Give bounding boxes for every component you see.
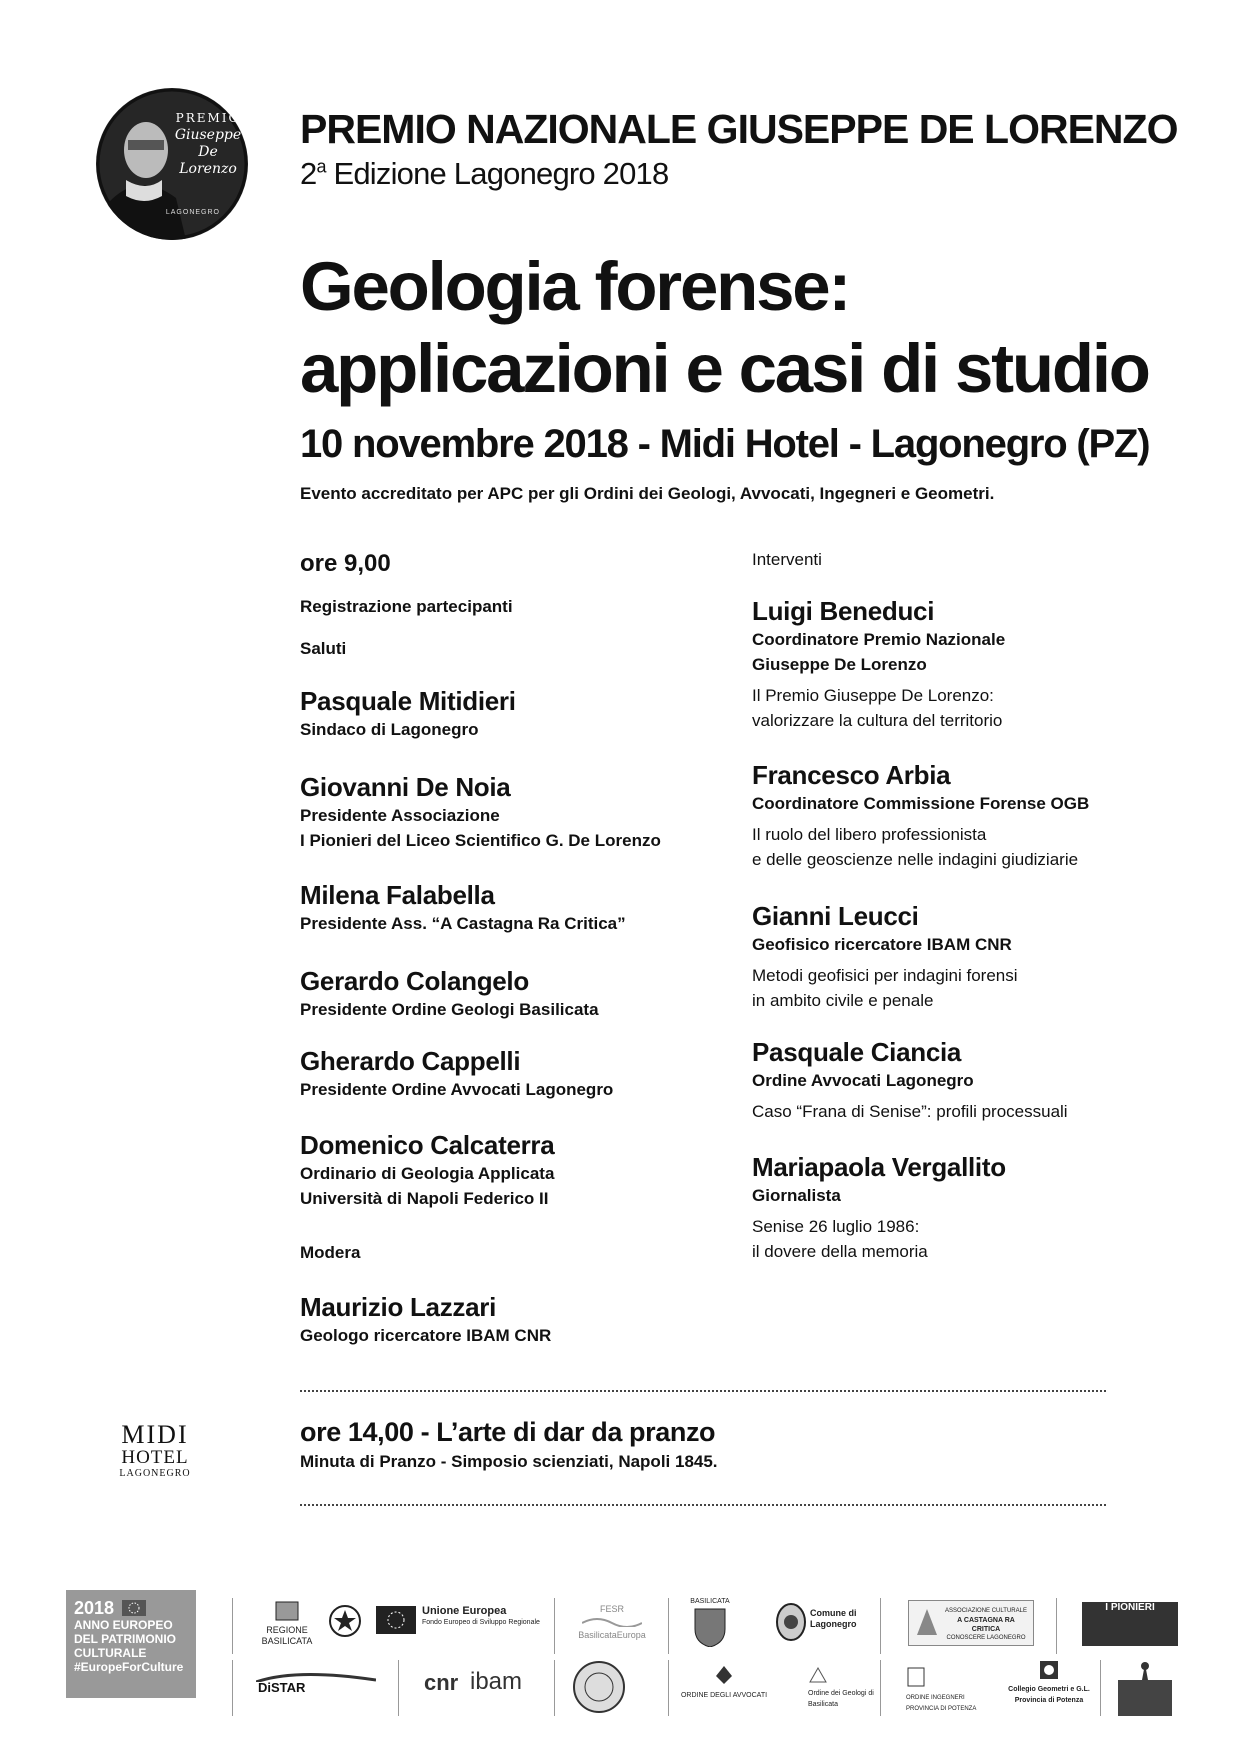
speaker-name: Giovanni De Noia	[300, 772, 511, 802]
basilicata-label: BASILICATA	[690, 1598, 730, 1605]
talk-title: Il ruolo del libero professionista	[752, 825, 987, 844]
midi-hotel-logo	[100, 1422, 210, 1479]
heron-icon	[1118, 1660, 1172, 1716]
talk-block	[752, 596, 1005, 733]
talk-title: valorizzare la cultura del territorio	[752, 711, 1003, 730]
speaker-role: Università di Napoli Federico II	[300, 1189, 549, 1208]
ordine-avvocati-logo	[674, 1664, 774, 1701]
logo-separator	[880, 1660, 881, 1716]
event-date-location: 10 novembre 2018 - Midi Hotel - Lagonegro (PZ)	[300, 422, 1150, 466]
talk-speaker-role: Giuseppe De Lorenzo	[752, 655, 927, 674]
italian-republic-emblem-icon	[328, 1604, 362, 1638]
talk-speaker-role: Giornalista	[752, 1186, 841, 1205]
cnr-logo: cnr	[424, 1670, 459, 1695]
speaker-block	[300, 1130, 554, 1211]
eu-flag-icon	[376, 1606, 416, 1634]
talk-speaker-name: Pasquale Ciancia	[752, 1037, 962, 1067]
talk-title: e delle geoscienze nelle indagini giudiziarie	[752, 850, 1079, 869]
speaker-role: Presidente Ordine Geologi Basilicata	[300, 1000, 599, 1019]
castagna-ra-critica-logo	[908, 1600, 1034, 1646]
speaker-name: Gerardo Colangelo	[300, 966, 529, 996]
university-seal-icon	[572, 1660, 626, 1714]
talk-speaker-name: Luigi Beneduci	[752, 596, 935, 626]
talk-speaker-role: Geofisico ricercatore IBAM CNR	[752, 935, 1012, 954]
talk-speaker-role: Ordine Avvocati Lagonegro	[752, 1071, 974, 1090]
speaker-block	[300, 1046, 613, 1102]
ingegneri-crest-icon	[906, 1666, 926, 1688]
speaker-role: Presidente Ass. “A Castagna Ra Critica”	[300, 914, 626, 933]
logo-separator	[668, 1598, 669, 1654]
dotted-divider	[300, 1504, 1106, 1506]
talk-block	[752, 901, 1018, 1013]
lunch-title: ore 14,00 - L’arte di dar da pranzo	[300, 1417, 716, 1447]
speaker-block	[300, 966, 599, 1022]
talk-title: Senise 26 luglio 1986:	[752, 1217, 920, 1236]
logo-separator	[232, 1660, 233, 1716]
moderator-role: Geologo ricercatore IBAM CNR	[300, 1326, 552, 1345]
ey-line: DEL PATRIMONIO	[74, 1632, 176, 1646]
logo-separator	[1100, 1660, 1101, 1716]
dotted-divider	[300, 1390, 1106, 1392]
ey-line: ANNO EUROPEO	[74, 1618, 173, 1632]
collegio-label: Collegio Geometri e G.L. Provincia di Potenza	[1008, 1686, 1090, 1704]
talk-speaker-name: Mariapaola Vergallito	[752, 1152, 1006, 1182]
basilicata-crest-logo	[688, 1596, 732, 1650]
shield-icon	[693, 1607, 727, 1647]
talk-title: Caso “Frana di Senise”: profili processuali	[752, 1102, 1068, 1121]
speaker-block	[300, 686, 516, 742]
seal-premio: PREMIO	[175, 111, 241, 125]
seal-lagonegro: LAGONEGRO	[165, 209, 220, 216]
midi-hotel-logo-line2: HOTEL	[121, 1447, 189, 1468]
talk-block	[752, 1152, 1006, 1264]
speaker-block	[300, 772, 661, 853]
ey-line: #EuropeForCulture	[74, 1660, 184, 1674]
eagle-icon	[714, 1664, 734, 1686]
tree-icon	[915, 1607, 939, 1639]
premio-title: PREMIO NAZIONALE GIUSEPPE DE LORENZO	[300, 106, 1178, 152]
event-title	[300, 246, 1200, 410]
geology-icon	[808, 1664, 828, 1684]
edition-line	[300, 156, 668, 192]
eu-flag-icon	[122, 1600, 146, 1616]
distar-label: DiSTAR	[258, 1680, 306, 1695]
comune-crest-icon	[774, 1602, 808, 1642]
regione-basilicata-logo	[254, 1600, 320, 1647]
speaker-role: Presidente Ordine Avvocati Lagonegro	[300, 1080, 614, 1099]
european-year-logo	[66, 1590, 196, 1698]
speaker-role: I Pionieri del Liceo Scientifico G. De Lorenzo	[300, 831, 661, 850]
premio-logo-seal	[96, 88, 248, 240]
morning-time: ore 9,00	[300, 550, 391, 577]
ibam-logo: ibam	[470, 1668, 523, 1695]
pionieri-logo	[1082, 1602, 1178, 1646]
castagna-line: CONOSCERE LAGONEGRO	[946, 1635, 1026, 1641]
logo-separator	[554, 1660, 555, 1716]
lunch-subtitle: Minuta di Pranzo - Simposio scienziati, Napoli 1845.	[300, 1452, 718, 1471]
ue-subtitle: Fondo Europeo di Sviluppo Regionale	[422, 1619, 540, 1626]
moderator-name: Maurizio Lazzari	[300, 1292, 497, 1322]
collegio-geometri-logo	[1004, 1660, 1094, 1706]
wave-icon	[582, 1615, 642, 1627]
fesr-basilicata-logo	[576, 1604, 648, 1641]
speaker-role: Ordinario di Geologia Applicata	[300, 1164, 555, 1183]
ordine-geologi-logo	[808, 1664, 888, 1710]
talks-label: Interventi	[752, 550, 822, 569]
accreditation-note: Evento accreditato per APC per gli Ordini dei Geologi, Avvocati, Ingegneri e Geometri.	[300, 484, 995, 503]
moderator-block	[300, 1292, 551, 1348]
logo-separator	[880, 1598, 881, 1654]
registration-label: Registrazione partecipanti	[300, 597, 513, 616]
logo-separator	[1056, 1598, 1057, 1654]
speaker-name: Milena Falabella	[300, 880, 495, 910]
talk-block	[752, 760, 1089, 872]
ordine-ingegneri-logo	[906, 1666, 996, 1715]
talk-speaker-role: Coordinatore Premio Nazionale	[752, 630, 1006, 649]
ue-title: Unione Europea	[422, 1605, 507, 1617]
talk-block	[752, 1037, 1068, 1124]
speaker-role: Sindaco di Lagonegro	[300, 720, 479, 739]
ey-year: 2018	[74, 1598, 115, 1618]
seal-giuseppe: Giuseppe	[174, 127, 242, 143]
greetings-label: Saluti	[300, 639, 347, 658]
talk-title: il dovere della memoria	[752, 1242, 928, 1261]
distar-logo	[256, 1668, 376, 1700]
ey-line: CULTURALE	[74, 1646, 147, 1660]
comune-lagonegro-label: Comune di Lagonegro	[810, 1608, 857, 1629]
logo-separator	[398, 1660, 399, 1716]
logo-separator	[232, 1598, 233, 1654]
pionieri-label: I PIONIERI	[1105, 1602, 1155, 1613]
event-title-line1: Geologia forense:	[300, 248, 850, 325]
speaker-name: Gherardo Cappelli	[300, 1046, 521, 1076]
castagna-text	[943, 1607, 1029, 1643]
edition-text: Edizione Lagonegro 2018	[325, 156, 669, 191]
seal-delorenzo: De Lorenzo	[179, 144, 237, 177]
regione-label: REGIONE BASILICATA	[261, 1625, 313, 1646]
logo-separator	[668, 1660, 669, 1716]
moderator-label: Modera	[300, 1243, 361, 1262]
ordine-ingegneri-label: ORDINE INGEGNERI PROVINCIA DI POTENZA	[906, 1695, 977, 1712]
event-title-line2: applicazioni e casi di studio	[300, 330, 1149, 407]
talk-title: in ambito civile e penale	[752, 991, 934, 1010]
logo-separator	[554, 1598, 555, 1654]
midi-hotel-logo-line3: LAGONEGRO	[119, 1468, 191, 1479]
ue-fesr-logo	[422, 1606, 542, 1628]
talk-speaker-role: Coordinatore Commissione Forense OGB	[752, 794, 1090, 813]
geometri-icon	[1039, 1660, 1059, 1680]
fesr-label: FESR	[599, 1604, 624, 1614]
talk-title: Metodi geofisici per indagini forensi	[752, 966, 1018, 985]
speaker-name: Domenico Calcaterra	[300, 1130, 555, 1160]
ordine-geologi-label: Ordine dei Geologi di Basilicata	[808, 1690, 874, 1708]
talk-title: Il Premio Giuseppe De Lorenzo:	[752, 686, 994, 705]
castagna-line: A CASTAGNA RA CRITICA	[957, 1617, 1015, 1633]
seal-text	[170, 110, 246, 178]
talk-speaker-name: Gianni Leucci	[752, 901, 919, 931]
edition-number: 2	[300, 156, 317, 191]
fesr-sub: BasilicataEuropa	[578, 1630, 646, 1640]
regione-crest-icon	[272, 1600, 302, 1622]
speaker-name: Pasquale Mitidieri	[300, 686, 516, 716]
ordine-avvocati-label: ORDINE DEGLI AVVOCATI	[680, 1692, 768, 1699]
speaker-block	[300, 880, 626, 936]
midi-hotel-logo-line1: MIDI	[121, 1420, 189, 1449]
castagna-line: ASSOCIAZIONE CULTURALE	[945, 1608, 1027, 1614]
talk-speaker-name: Francesco Arbia	[752, 760, 951, 790]
edition-sup: a	[316, 156, 326, 177]
speaker-role: Presidente Associazione	[300, 806, 500, 825]
